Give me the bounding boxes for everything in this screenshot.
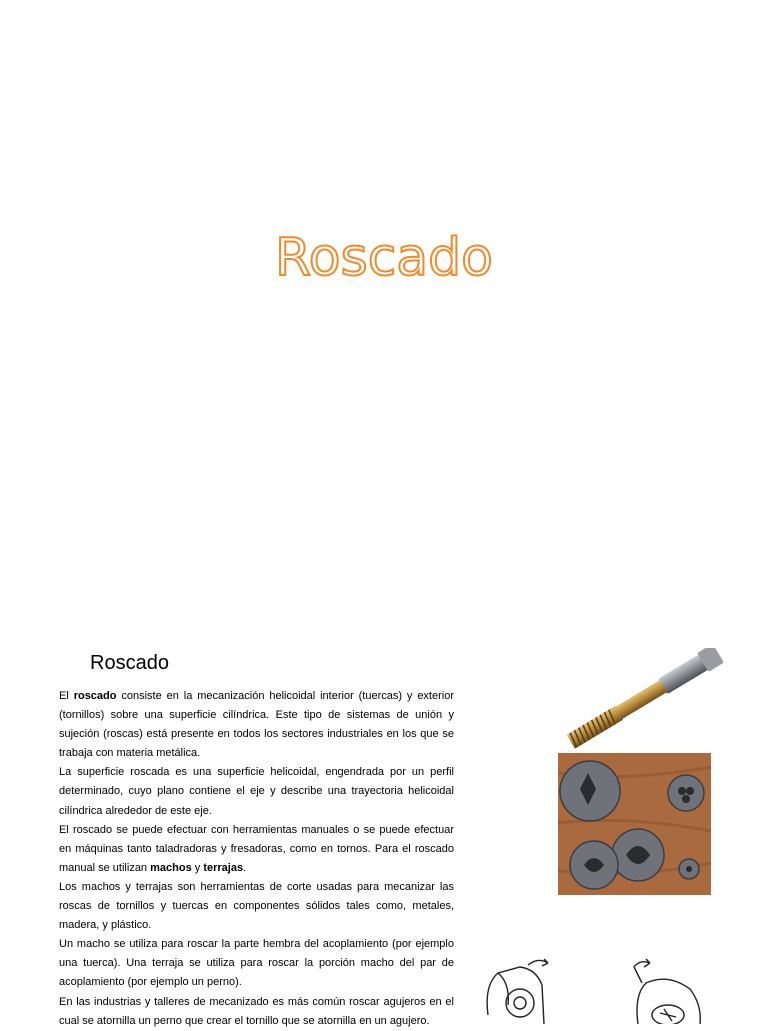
bold-term-machos: machos [150,861,192,874]
tap-tool-image [553,648,731,750]
section-heading: Roscado [90,652,169,674]
paragraph-3 [59,821,454,878]
bold-term-roscado: roscado [73,690,117,702]
paragraph-6: En las industrias y talleres de mecanizado es más común roscar agujeros en el cual se atornilla un perno que crear el tornillo que se atornilla en un agujero. [59,995,454,1027]
die-stock-sketch [480,955,560,1024]
text-run: El roscado se puede efectuar con herramientas manuales o se puede efectuar en máquinas tanto taladradoras y fresadoras, como en tornos. Para el roscado manual se utilizan [59,823,454,874]
paragraph-2: La superficie roscada es una superficie helicoidal, engendrada por un perfil determinado, cuyo plano contiene el eje y describe una trayectoria helicoidal cilíndrica alrededor de este eje. [59,766,454,817]
text-run: . [243,861,247,874]
tap-wrench-sketch [620,955,710,1024]
dies-tool-image [558,753,711,895]
paragraph-5: Un macho se utiliza para roscar la parte hembra del acoplamiento (por ejemplo una tuerca). Una terraja se utiliza para roscar la porción macho del par de acoplamiento (por ejemplo un perno). [59,938,454,989]
cover-title: Roscado [275,228,493,288]
body-text [59,687,454,1031]
text-run: consiste en la mecanización helicoidal interior (tuercas) y exterior (tornillos) sobre una superficie cilíndrica. Este tipo de sistemas de unión y sujeción (roscas) está presente en todos los sectores industriales en los que se trabaja con materia metálica. [59,690,454,760]
paragraph-1 [59,687,454,763]
text-run: El [59,690,74,702]
text-run: y [191,861,204,874]
paragraph-4: Los machos y terrajas son herramientas de corte usadas para mecanizar las roscas de tornillos y tuercas en componentes sólidos tales como, metales, madera, y plástico. [59,880,454,932]
bold-term-terrajas: terrajas [203,861,244,874]
